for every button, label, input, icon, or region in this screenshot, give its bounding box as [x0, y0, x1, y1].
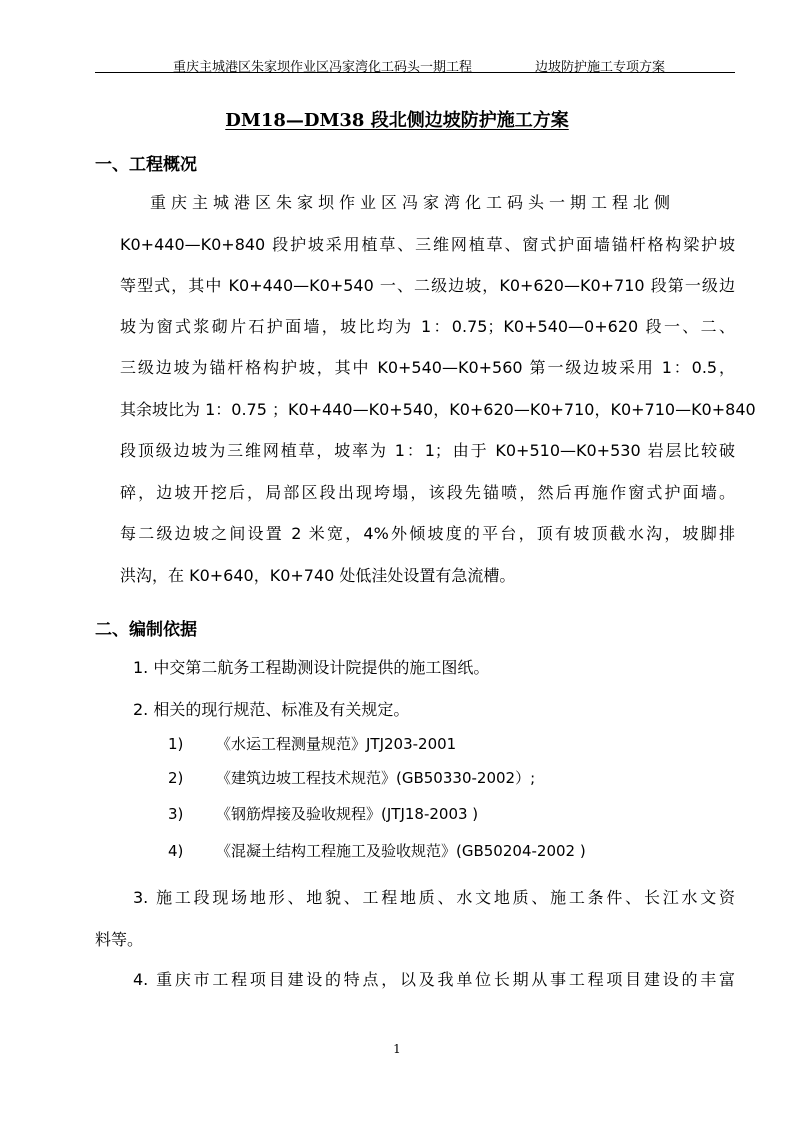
standard-item-number: 2)	[168, 769, 184, 787]
standard-item-text: 《钢筋焊接及验收规程》(JTJ18-2003 )	[216, 805, 479, 823]
overview-line: 重庆主城港区朱家坝作业区冯家湾化工码头一期工程北侧	[150, 193, 676, 212]
standard-item	[168, 733, 456, 754]
standard-item-text: 《水运工程测量规范》JTJ203-2001	[216, 735, 457, 753]
basis-item-3-continued: 料等。	[95, 930, 144, 949]
page-header	[95, 50, 735, 73]
section-heading-overview: 一、工程概况	[95, 155, 197, 175]
overview-line: 三级边坡为锚杆格构护坡，其中 K0+540—K0+560 第一级边坡采用 1：0.5，	[120, 358, 735, 377]
basis-item-4: 4. 重庆市工程项目建设的特点，以及我单位长期从事工程项目建设的丰富	[133, 970, 735, 989]
overview-line: K0+440—K0+840 段护坡采用植草、三维网植草、窗式护面墙锚杆格构梁护坡	[120, 235, 735, 254]
standard-item-text: 《建筑边坡工程技术规范》(GB50330-2002）;	[216, 769, 536, 787]
header-project-name: 重庆主城港区朱家坝作业区冯家湾化工码头一期工程	[173, 60, 473, 75]
overview-line: 坡为窗式浆砌片石护面墙，坡比均为 1：0.75；K0+540—0+620 段一、二、	[120, 317, 735, 336]
overview-line: 碎，边坡开挖后，局部区段出现垮塌，该段先锚喷，然后再施作窗式护面墙。	[120, 483, 735, 502]
standard-item	[168, 840, 586, 861]
overview-line: 段顶级边坡为三维网植草，坡率为 1：1；由于 K0+510—K0+530 岩层比较破	[120, 441, 735, 460]
header-doc-name: 边坡防护施工专项方案	[535, 60, 666, 75]
basis-item-2: 2. 相关的现行规范、标准及有关规定。	[133, 700, 410, 719]
standard-item-text: 《混凝土结构工程施工及验收规范》(GB50204-2002 )	[216, 842, 586, 860]
basis-item-3: 3. 施工段现场地形、地貌、工程地质、水文地质、施工条件、长江水文资	[133, 888, 735, 907]
basis-item-1: 1. 中交第二航务工程勘测设计院提供的施工图纸。	[133, 658, 490, 677]
standard-item-number: 4)	[168, 842, 184, 860]
overview-line: 每二级边坡之间设置 2 米宽，4%外倾坡度的平台，顶有坡顶截水沟，坡脚排	[120, 524, 735, 543]
standard-item	[168, 767, 535, 788]
section-heading-basis: 二、编制依据	[95, 620, 197, 640]
overview-line: 洪沟，在 K0+640，K0+740 处低洼处设置有急流槽。	[120, 566, 516, 585]
standard-item-number: 1)	[168, 735, 184, 753]
overview-line: 等型式，其中 K0+440—K0+540 一、二级边坡，K0+620—K0+710 段第一级边	[120, 276, 735, 295]
standard-item-number: 3)	[168, 805, 184, 823]
overview-line: 其余坡比为 1：0.75 ；K0+440—K0+540，K0+620—K0+710，K0+710—K0+840	[120, 400, 756, 419]
standard-item	[168, 803, 478, 824]
document-title: DM18—DM38 段北侧边坡防护施工方案	[225, 110, 569, 131]
page-number: 1	[393, 1042, 401, 1056]
